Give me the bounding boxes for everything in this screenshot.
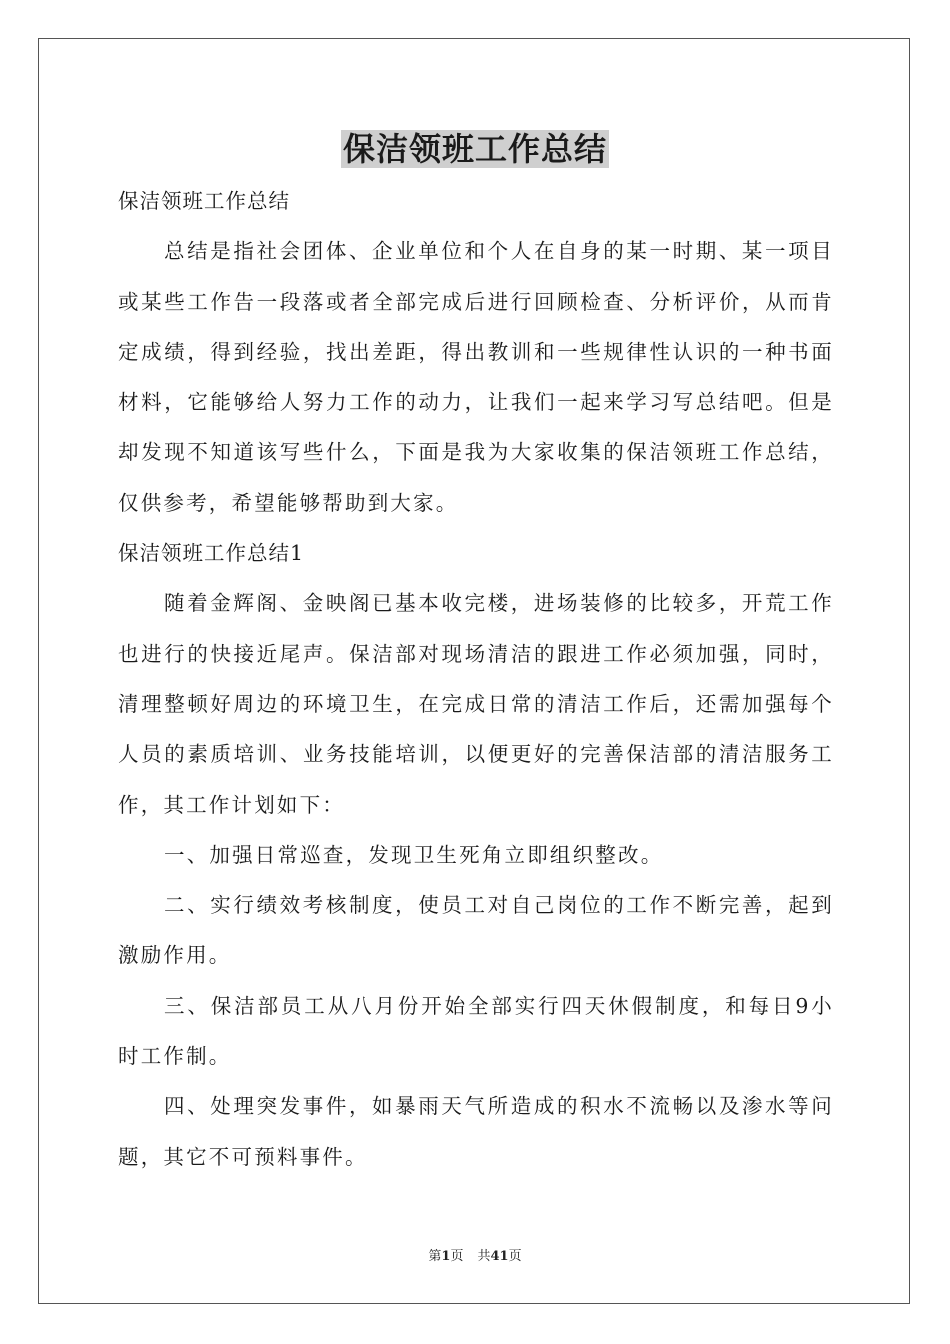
page-footer <box>0 1247 950 1267</box>
total-pages: 41 <box>490 1249 509 1264</box>
total-prefix: 共 <box>477 1249 491 1264</box>
page-prefix: 第 <box>428 1249 442 1264</box>
body-paragraph: 四、处理突发事件，如暴雨天气所造成的积水不流畅以及渗水等问题，其它不可预料事件。 <box>118 1094 834 1169</box>
body-paragraph: 三、保洁部员工从八月份开始全部实行四天休假制度，和每日9小时工作制。 <box>118 993 834 1069</box>
document-title-text: 保洁领班工作总结 <box>342 130 607 168</box>
body-paragraph: 随着金辉阁、金映阁已基本收完楼，进场装修的比较多，开荒工作也进行的快接近尾声。保洁部对现场清洁的跟进工作必须加强，同时，清理整顿好周边的环境卫生，在完成日常的清洁工作后，还需加强每个人员的素质培训、业务技能培训，以便更好的完善保洁部的清洁服务工作，其工作计划如下： <box>118 591 834 817</box>
page-number: 1 <box>441 1249 451 1264</box>
body-paragraph: 二、实行绩效考核制度，使员工对自己岗位的工作不断完善，起到激励作用。 <box>118 893 834 968</box>
body-paragraph: 一、加强日常巡查，发现卫生死角立即组织整改。 <box>164 842 664 867</box>
document-title <box>0 126 950 172</box>
body-paragraph: 总结是指社会团体、企业单位和个人在自身的某一时期、某一项目或某些工作告一段落或者全部完成后进行回顾检查、分析评价，从而肯定成绩，得到经验，找出差距，得出教训和一些规律性认识的一种书面材料，它能够给人努力工作的动力，让我们一起来学习写总结吧。但是却发现不知道该写些什么，下面是我为大家收集的保洁领班工作总结，仅供参考，希望能够帮助到大家。 <box>118 239 834 515</box>
section-heading: 保洁领班工作总结1 <box>118 541 305 566</box>
document-body <box>118 176 834 1182</box>
total-suffix: 页 <box>508 1249 522 1264</box>
page-suffix: 页 <box>450 1249 464 1264</box>
section-heading: 保洁领班工作总结 <box>118 189 290 213</box>
